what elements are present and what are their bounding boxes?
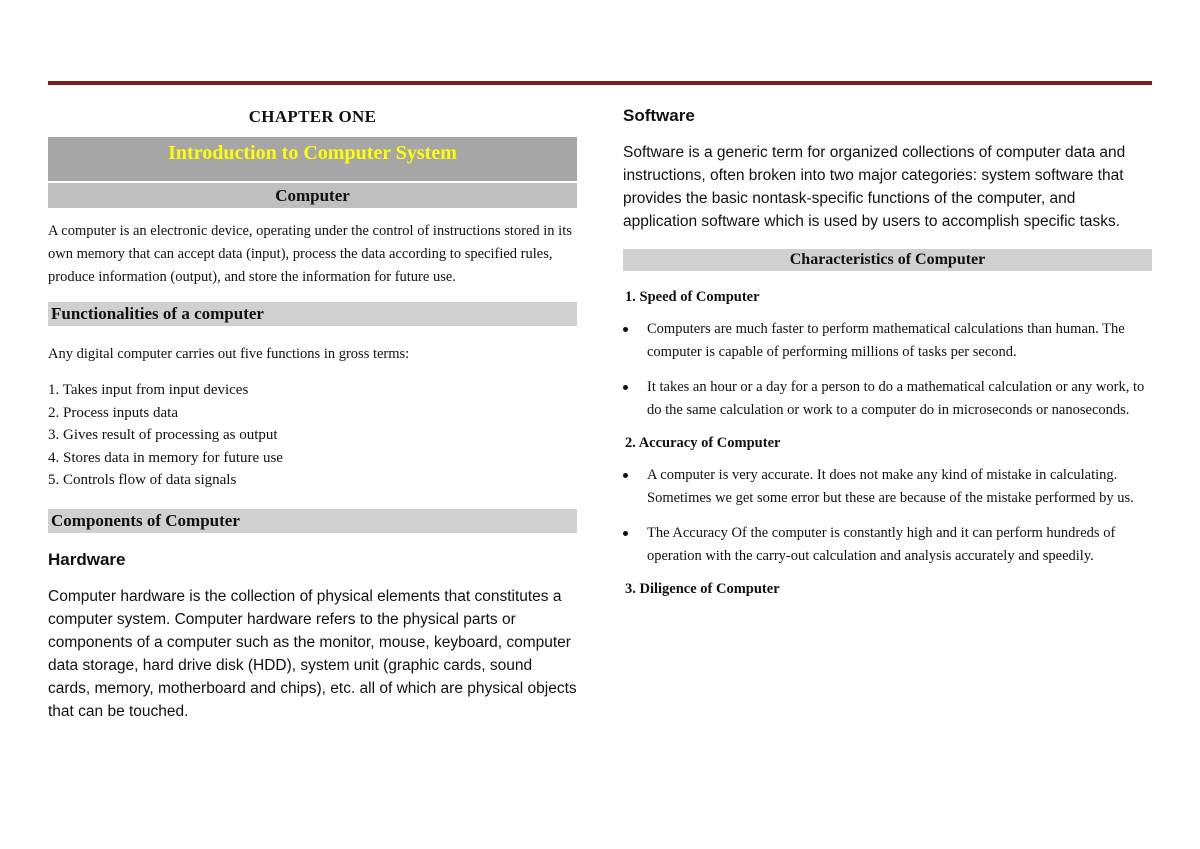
list-item: 5. Controls flow of data signals (48, 472, 237, 488)
bullet-icon (623, 385, 628, 390)
list-item: 3. Gives result of processing as output (48, 427, 278, 443)
software-heading: Software (623, 106, 695, 125)
speed-heading: 1. Speed of Computer (625, 289, 760, 305)
list-item: A computer is very accurate. It does not make any kind of mistake in calculating. Sometimes we get some error but these are because of the mistake performed by us. (623, 464, 1152, 510)
chapter-title: Introduction to Computer System (48, 137, 577, 181)
list-item: 2. Process inputs data (48, 404, 178, 421)
computer-definition: A computer is an electronic device, operating under the control of instructions stored in its own memory that can accept data (input), process the data according to specified rules, produce information (output), and store the information for future use. (48, 223, 572, 285)
bullet-icon (623, 531, 628, 536)
list-item: 1. Takes input from input devices (48, 382, 249, 398)
list-item: Computers are much faster to perform mathematical calculations than human. The computer is capable of performing millions of tasks per second. (623, 318, 1152, 364)
list-item: The Accuracy Of the computer is constantly high and it can perform hundreds of operation with the carry-out calculation and analysis accurately and speedily. (623, 522, 1152, 568)
functionalities-heading: Functionalities of a computer (48, 302, 577, 326)
top-rule (48, 81, 1152, 85)
characteristics-heading: Characteristics of Computer (623, 249, 1152, 271)
bullet-icon (623, 327, 628, 332)
components-heading: Components of Computer (48, 509, 577, 533)
list-item: 4. Stores data in memory for future use (48, 449, 283, 466)
functions-list (48, 379, 577, 492)
right-column (623, 100, 1152, 598)
software-text: Software is a generic term for organized collections of computer data and instructions, often broken into two major categories: system software that provides the basic nontask-specific functions of the computer, and application software which is used by users to accomplish specific tasks. (623, 144, 1126, 230)
hardware-text: Computer hardware is the collection of physical elements that constitutes a computer system. Computer hardware refers to the physical parts or components of a computer such as the monitor, mouse, keyboard, computer data storage, hard drive disk (HDD), system unit (graphic cards, sound cards, memory, motherboard and chips), etc. all of which are physical objects that can be touched. (48, 587, 577, 720)
bullet-icon (623, 473, 628, 478)
left-column (48, 100, 577, 723)
functionalities-intro: Any digital computer carries out five functions in gross terms: (48, 346, 410, 362)
hardware-heading: Hardware (48, 549, 126, 569)
computer-heading: Computer (48, 183, 577, 208)
diligence-heading: 3. Diligence of Computer (625, 581, 780, 597)
chapter-label: CHAPTER ONE (248, 107, 377, 126)
accuracy-heading: 2. Accuracy of Computer (625, 435, 781, 451)
list-item: It takes an hour or a day for a person to do a mathematical calculation or any work, to do the same calculation or work to a computer do in microseconds or nanoseconds. (623, 376, 1152, 422)
